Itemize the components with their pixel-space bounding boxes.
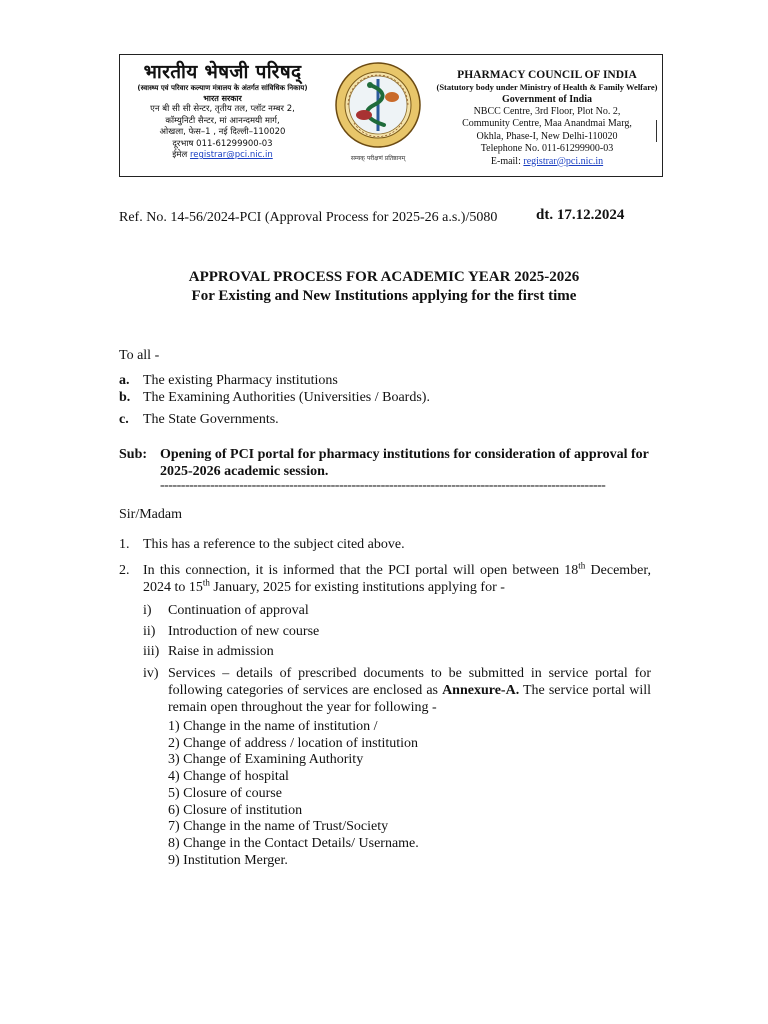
letter-date: dt. 17.12.2024 xyxy=(536,207,625,223)
hindi-government: भारत सरकार xyxy=(203,94,242,103)
point-2-part: December, 2024 to 15 xyxy=(143,563,651,595)
ordinal-suffix: th xyxy=(578,560,586,571)
hindi-email-row xyxy=(120,150,325,162)
subject-text: Opening of PCI portal for pharmacy institutions for consideration of approval for 2025-2026 academic session. xyxy=(160,447,649,479)
sub-item-text: Introduction of new course xyxy=(168,624,320,639)
english-title: PHARMACY COUNCIL OF INDIA xyxy=(457,69,637,81)
sub-item-number: iv) xyxy=(143,666,159,681)
item-iv-part: The service portal will remain open throughout the year for following - xyxy=(168,683,652,715)
service-item: 9) Institution Merger. xyxy=(168,853,288,868)
point-2-part: January, 2025 for existing institutions applying for - xyxy=(209,580,505,595)
sub-item-text: Continuation of approval xyxy=(168,603,309,618)
point-number: 1. xyxy=(119,537,130,552)
hindi-title: भारतीय भेषजी परिषद् xyxy=(143,61,302,83)
english-address-line: NBCC Centre, 3rd Floor, Plot No. 2, xyxy=(473,106,621,117)
service-item: 3) Change of Examining Authority xyxy=(168,752,364,767)
english-header xyxy=(432,68,662,168)
document-subheading: For Existing and New Institutions applying for the first time xyxy=(191,288,577,304)
recipient-text: The State Governments. xyxy=(143,412,279,427)
english-email-row xyxy=(432,156,662,168)
english-phone: Telephone No. 011-61299900-03 xyxy=(480,143,614,155)
point-number: 2. xyxy=(119,563,130,578)
pci-emblem-icon xyxy=(334,61,422,149)
to-all-label: To all - xyxy=(119,348,160,363)
service-item: 6) Closure of institution xyxy=(168,803,303,818)
service-item: 7) Change in the name of Trust/Society xyxy=(168,819,389,834)
hindi-email-link[interactable]: registrar@pci.nic.in xyxy=(189,150,273,160)
letterhead xyxy=(119,54,663,177)
service-item: 8) Change in the Contact Details/ Username. xyxy=(168,836,419,851)
hindi-header xyxy=(120,61,325,162)
recipient-letter: b. xyxy=(119,390,131,405)
recipient-text: The existing Pharmacy institutions xyxy=(143,373,338,388)
point-1-text: This has a reference to the subject cited above. xyxy=(143,537,405,552)
recipient-text: The Examining Authorities (Universities / Boards). xyxy=(143,390,430,405)
separator-line: ----------------------------------------------------------------------------------------------------------- xyxy=(160,478,606,493)
document-heading: APPROVAL PROCESS FOR ACADEMIC YEAR 2025-2026 xyxy=(188,269,580,285)
sub-item-text: Raise in admission xyxy=(168,644,274,659)
divider xyxy=(656,120,657,142)
ordinal-suffix: th xyxy=(202,577,210,588)
hindi-address-line: कॉम्युनिटी सैन्टर, मां आनन्दमयी मार्ग, xyxy=(165,115,280,126)
english-subtitle: (Statutory body under Ministry of Health & Family Welfare) xyxy=(436,82,658,92)
recipient-item xyxy=(119,389,430,406)
service-item: 2) Change of address / location of institution xyxy=(168,736,419,751)
hindi-address-line: एन बी सी सी सेन्टर, तृतीय तल, प्लॉट नम्बर 2, xyxy=(150,104,295,114)
subject-label: Sub: xyxy=(119,447,148,462)
english-email-label: E-mail: xyxy=(490,155,521,167)
sub-item-iv-text xyxy=(168,665,651,716)
hindi-address-line: ओखला, फेस–1 , नई दिल्ली–110020 xyxy=(159,127,286,137)
point-2-part: In this connection, it is informed that the PCI portal will open between 18 xyxy=(143,563,579,578)
english-government: Government of India xyxy=(502,94,592,105)
hindi-subtitle: (स्वास्थ्य एवं परिवार कल्याण मंत्रालय के अंतर्गत सांविधिक निकाय) xyxy=(137,84,308,92)
service-item: 1) Change in the name of institution / xyxy=(168,719,378,734)
point-2-text xyxy=(143,562,651,596)
recipient-letter: c. xyxy=(119,412,129,427)
sub-item-number: i) xyxy=(143,603,152,618)
sub-item-number: ii) xyxy=(143,624,156,639)
service-item: 4) Change of hospital xyxy=(168,769,289,784)
emblem-caption: सम्यक् परीक्षणं प्रतिष्ठानम् xyxy=(350,155,406,162)
sub-item-number: iii) xyxy=(143,644,160,659)
english-address-line: Okhla, Phase-I, New Delhi-110020 xyxy=(476,130,618,142)
reference-number: Ref. No. 14-56/2024-PCI (Approval Process for 2025-26 a.s.)/5080 xyxy=(119,210,498,225)
item-iv-part: Services – details of prescribed documents to be submitted in service portal for following categories of services are enclosed as xyxy=(168,666,651,698)
service-item: 5) Closure of course xyxy=(168,786,282,801)
recipient-item xyxy=(119,411,279,428)
hindi-email-label: ईमेल xyxy=(172,150,188,160)
english-email-link[interactable]: registrar@pci.nic.in xyxy=(523,155,604,167)
annexure-reference: Annexure-A. xyxy=(442,683,520,698)
recipient-letter: a. xyxy=(119,373,130,388)
recipient-item xyxy=(119,372,338,389)
english-address-line: Community Centre, Maa Anandmai Marg, xyxy=(462,118,632,130)
hindi-phone: दूरभाष 011-61299900-03 xyxy=(172,138,273,149)
salutation: Sir/Madam xyxy=(119,507,182,522)
